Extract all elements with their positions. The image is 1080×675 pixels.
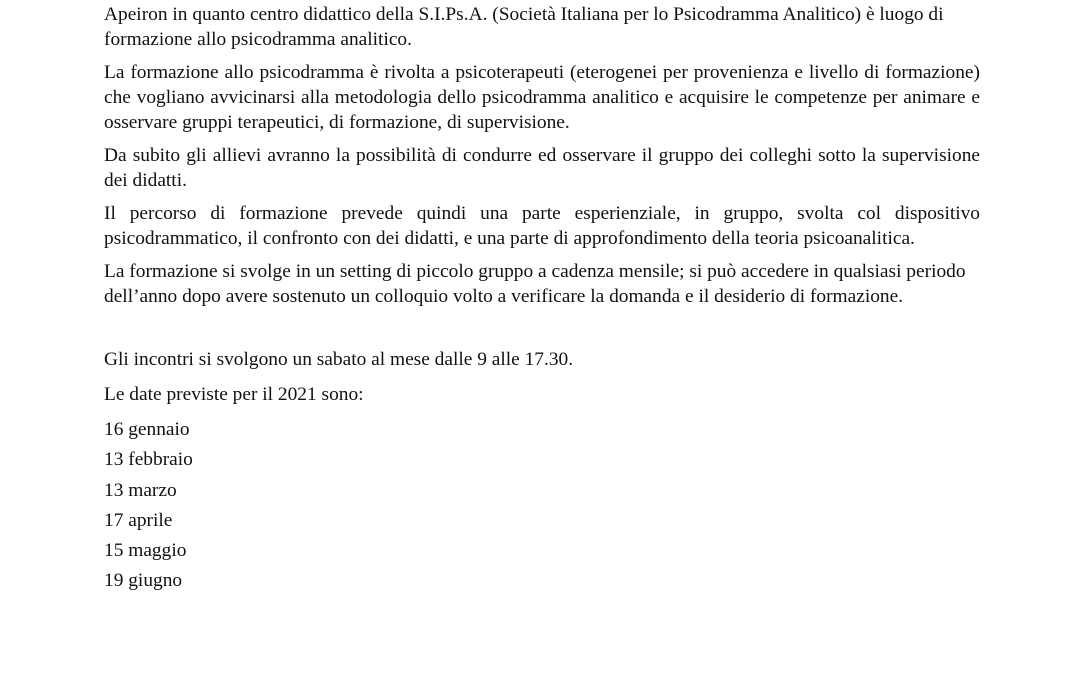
paragraph-target-audience: La formazione allo psicodramma è rivolta a psicoterapeuti (eterogenei per provenienza e livello di formazione) che vogliano avvicinarsi alla metodologia dello psicodramma analitico e acquisire le competenze per animare e osservare gruppi terapeutici, di formazione, di supervisione. xyxy=(104,62,980,133)
date-item: 15 maggio xyxy=(104,540,187,562)
schedule-text: Gli incontri si svolgono un sabato al mese dalle 9 alle 17.30. xyxy=(104,349,574,370)
paragraph-students: Da subito gli allievi avranno la possibilità di condurre ed osservare il gruppo dei colleghi sotto la supervisione dei didatti. xyxy=(104,145,980,191)
dates-list xyxy=(104,417,980,599)
blank-line xyxy=(104,317,980,347)
date-item: 19 giugno xyxy=(104,570,183,592)
paragraph-intro: Apeiron in quanto centro didattico della S.I.Ps.A. (Società Italiana per lo Psicodramma Analitico) è luogo di formazione allo psicodramma analitico. xyxy=(104,4,944,50)
date-item: 16 gennaio xyxy=(104,419,190,440)
date-item: 13 marzo xyxy=(104,479,177,501)
dates-intro: Le date previste per il 2021 sono: xyxy=(104,384,364,405)
date-item: 17 aprile xyxy=(104,509,173,531)
date-item: 13 febbraio xyxy=(104,449,193,471)
document-page xyxy=(104,2,980,599)
paragraph-training-path: Il percorso di formazione prevede quindi una parte esperienziale, in gruppo, svolta col dispositivo psicodrammatico, il confronto con dei didatti, e una parte di approfondimento della teoria psicoanalitica. xyxy=(104,203,980,249)
paragraph-setting: La formazione si svolge in un setting di piccolo gruppo a cadenza mensile; si può accedere in qualsiasi periodo dell’anno dopo avere sostenuto un colloquio volto a verificare la domanda e il desiderio di formazione. xyxy=(104,261,966,307)
